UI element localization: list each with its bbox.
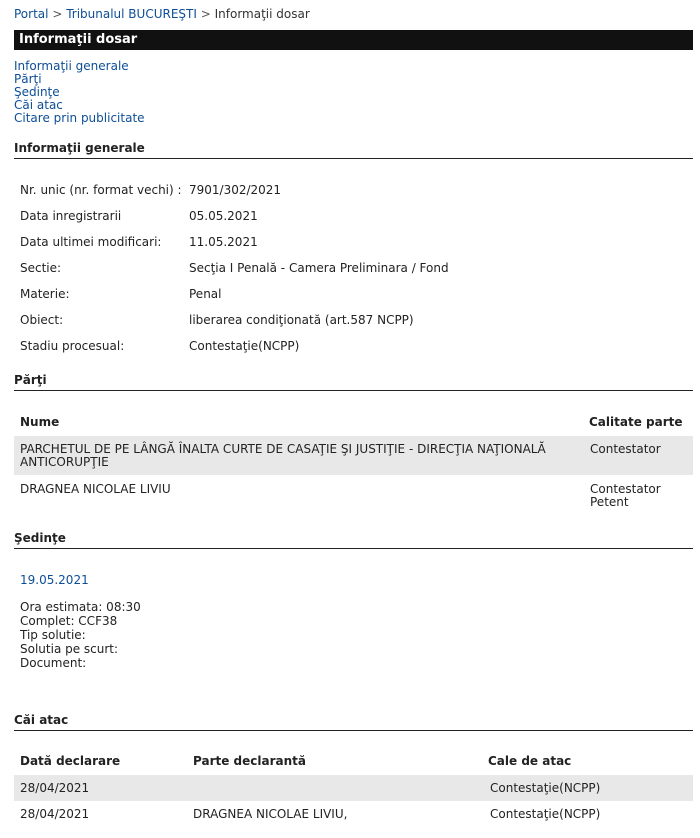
- field-label: Nr. unic (nr. format vechi) :: [20, 183, 182, 197]
- breadcrumb-separator: >: [52, 7, 63, 21]
- field-value: 05.05.2021: [189, 209, 258, 223]
- toc-link-sedinte[interactable]: Şedinţe: [14, 85, 60, 99]
- appeal-type: Contestaţie(NCPP): [490, 781, 601, 795]
- party-role: Contestator: [590, 482, 661, 496]
- field-label: Obiect:: [20, 313, 64, 327]
- field-label: Stadiu procesual:: [20, 339, 125, 353]
- hearing-date-link[interactable]: 19.05.2021: [20, 573, 89, 587]
- breadcrumb: [14, 7, 310, 21]
- field-value: 7901/302/2021: [189, 183, 282, 197]
- party-name: DRAGNEA NICOLAE LIVIU: [20, 482, 171, 496]
- field-value: Contestaţie(NCPP): [189, 339, 300, 353]
- toc-link-citare[interactable]: Citare prin publicitate: [14, 111, 145, 125]
- breadcrumb-separator: >: [200, 7, 211, 21]
- appeal-party: DRAGNEA NICOLAE LIVIU,: [193, 807, 348, 821]
- section-heading-sedinte: Şedinţe: [14, 531, 693, 549]
- toc-link-general[interactable]: Informaţii generale: [14, 59, 129, 73]
- party-name: PARCHETUL DE PE LÂNGĂ ÎNALTA CURTE DE CASAŢIE ŞI JUSTIŢIE - DIRECŢIA NAŢIONALĂ: [20, 442, 546, 456]
- toc-link-cai-atac[interactable]: Căi atac: [14, 98, 63, 112]
- section-links: [14, 60, 145, 125]
- hearing-solution-summary: Solutia pe scurt:: [20, 642, 119, 656]
- section-heading-parti: Părţi: [14, 373, 693, 391]
- field-value: liberarea condiţionată (art.587 NCPP): [189, 313, 414, 327]
- toc-link-parti[interactable]: Părţi: [14, 72, 42, 86]
- hearing-solution-type: Tip solutie:: [20, 628, 86, 642]
- hearing-time: Ora estimata: 08:30: [20, 600, 141, 614]
- appeal-date: 28/04/2021: [20, 781, 90, 795]
- field-value: Penal: [189, 287, 222, 301]
- table-row: [14, 775, 693, 801]
- party-role-2: Petent: [590, 495, 629, 509]
- table-row: [14, 476, 693, 516]
- field-label: Materie:: [20, 287, 70, 301]
- column-header-date: Dată declarare: [20, 754, 121, 768]
- table-row: [14, 802, 693, 828]
- section-heading-general: Informaţii generale: [14, 141, 693, 159]
- hearing-panel: Complet: CCF38: [20, 614, 118, 628]
- column-header-type: Cale de atac: [488, 754, 572, 768]
- hearing-details: [20, 600, 141, 670]
- field-label: Data ultimei modificari:: [20, 235, 162, 249]
- breadcrumb-current: Informaţii dosar: [214, 7, 310, 21]
- breadcrumb-portal-link[interactable]: Portal: [14, 7, 49, 21]
- appeal-type: Contestaţie(NCPP): [490, 807, 601, 821]
- page-title: Informaţii dosar: [14, 30, 693, 50]
- breadcrumb-court-link[interactable]: Tribunalul BUCUREŞTI: [66, 7, 197, 21]
- hearing-document: Document:: [20, 656, 87, 670]
- section-heading-cai-atac: Căi atac: [14, 713, 693, 731]
- party-role: Contestator: [590, 442, 661, 456]
- field-label: Data inregistrarii: [20, 209, 122, 223]
- field-value: Secţia I Penală - Camera Preliminara / Fond: [189, 261, 449, 275]
- column-header-role: Calitate parte: [589, 415, 683, 429]
- column-header-party: Parte declarantă: [193, 754, 306, 768]
- column-header-name: Nume: [20, 415, 60, 429]
- table-row: [14, 436, 693, 475]
- party-name-cont: ANTICORUPŢIE: [20, 455, 109, 469]
- appeal-date: 28/04/2021: [20, 807, 90, 821]
- field-label: Sectie:: [20, 261, 62, 275]
- field-value: 11.05.2021: [189, 235, 258, 249]
